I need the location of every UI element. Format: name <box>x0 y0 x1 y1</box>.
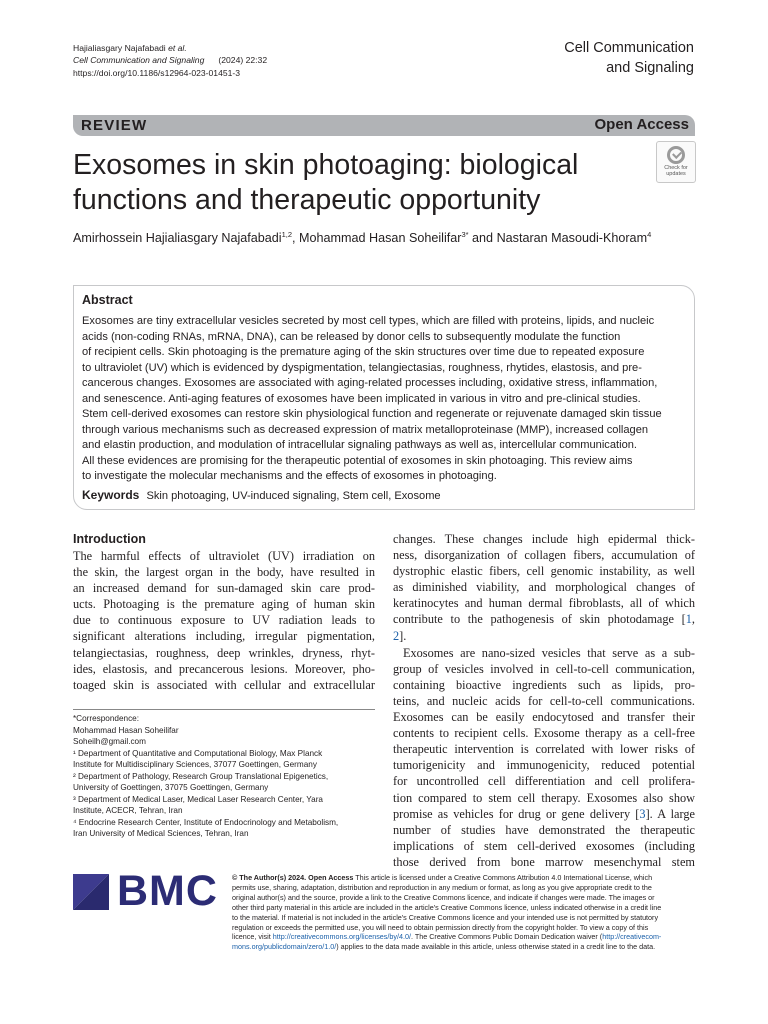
footnote-line: Institute, ACECR, Tehran, Iran <box>73 806 183 815</box>
section-heading-introduction: Introduction <box>73 532 146 546</box>
author-1-affiliation: 1,2 <box>281 230 293 239</box>
cc-zero-link[interactable]: http://creativecom- <box>602 932 662 942</box>
citation-link-2[interactable]: 2 <box>393 628 400 643</box>
footnote-line: University of Goettingen, 37075 Goettingen, Germany <box>73 783 269 792</box>
body-line <box>393 806 695 822</box>
license-line <box>232 942 695 952</box>
citation-separator: , <box>691 612 695 627</box>
author-1: Amirhossein Hajialiasgary Najafabadi <box>73 231 282 246</box>
body-line: due to continuous exposure to UV radiation leads to <box>73 613 375 628</box>
header-journal: Cell Communication and Signaling <box>73 55 205 66</box>
author-2: Mohammad Hasan Soheilifar <box>299 231 462 246</box>
body-column-left <box>73 532 375 693</box>
footnote-line: ¹ Department of Quantitative and Computational Biology, Max Planck <box>73 748 323 758</box>
citation-link-1[interactable]: 1 <box>685 612 692 627</box>
open-access-label: Open Access <box>594 116 689 133</box>
body-line <box>393 611 695 627</box>
footnote-divider <box>73 709 375 710</box>
abstract-line: acids (non-coding RNAs, mRNA, DNA), can be released by donor cells to subsequently modulate the function <box>82 330 621 343</box>
body-line: significant alterations including, irregular pigmentation, <box>73 629 375 644</box>
body-line: changes. These changes include high epidermal thick- <box>393 532 695 546</box>
license-text: licence, visit <box>232 932 273 942</box>
corresponding-email-link[interactable]: Soheilh@gmail.com <box>73 737 146 746</box>
abstract-line: through various mechanisms such as decreased expression of matrix metalloproteinase (MMP), increased collagen <box>82 423 649 436</box>
abstract-line: to investigate the molecular mechanisms and the effects of exosomes in photoaging. <box>82 470 497 482</box>
body-line: contents to recipient cells. Exosome therapy as a cell-free <box>393 726 695 741</box>
cc-by-license-link[interactable]: http://creativecommons.org/licenses/by/4.0/ <box>272 932 411 942</box>
license-text: ) applies to the data made available in this article, unless otherwise stated in a credit line to the data. <box>336 942 656 952</box>
body-line: therapeutic intervention is correlated with lower risks of <box>393 742 695 757</box>
abstract-line: to ultraviolet (UV) which is evidenced by dyspigmentation, telangiectasias, roughness, rhytides, elastosis, and pre- <box>82 361 642 374</box>
body-line: Exosomes are nano-sized vesicles that serve as a sub- <box>403 645 695 660</box>
license-line: to the material. If material is not included in the article's Creative Commons licence and your intended use is not permitted by statutory <box>232 912 659 922</box>
footnote-line: ⁴ Endocrine Research Center, Institute of Endocrinology and Metabolism, <box>73 817 339 827</box>
journal-name-line-1: Cell Communication <box>564 40 694 56</box>
abstract-line: cancerous changes. Exosomes are associated with aging-related processes including, oxidative stress, inflammation, <box>82 377 658 389</box>
body-line: dystrophic elastic fibers, cell genomic instability, as well <box>393 564 695 579</box>
footnote-line: *Correspondence: <box>73 714 139 723</box>
license-line: regulation or exceeds the permitted use, you will need to obtain permission directly from the copyright holder. To view a copy of this <box>232 922 649 932</box>
body-line: as diminished viability, and morphological changes of <box>393 580 695 595</box>
body-text-fragment: promise as vehicles for drug or gene delivery [ <box>393 806 640 821</box>
body-line: group of vesicles involved in cell-to-cell communication, <box>393 661 695 676</box>
journal-name-line-2: and Signaling <box>606 59 694 76</box>
footnote-line: ² Department of Pathology, Research Group Translational Epigenetics, <box>73 771 329 781</box>
bmc-logo <box>73 867 218 918</box>
footnote-line: Institute for Multidisciplinary Sciences, 37077 Goettingen, Germany <box>73 760 317 769</box>
license-line <box>232 932 695 942</box>
header-et-al: et al. <box>168 43 187 53</box>
body-line: number of studies have demonstrated the therapeutic <box>393 822 695 837</box>
body-line: tumorigenicity and immunogenicity, reduced potential <box>393 758 695 773</box>
footnote-line: Mohammad Hasan Soheilifar <box>73 725 179 735</box>
body-line: The harmful effects of ultraviolet (UV) irradiation on <box>73 549 375 563</box>
title-line-1: Exosomes in skin photoaging: biological <box>73 149 579 181</box>
body-line: for uncontrolled cell differentiation and cell prolifera- <box>393 774 695 789</box>
footnote-line: Iran University of Medical Sciences, Tehran, Iran <box>73 829 249 838</box>
title-line-2: functions and therapeutic opportunity <box>73 184 541 216</box>
abstract-line: and elastin production, and modulation of intracellular signaling pathways as well as, intercellular communication. <box>82 439 637 451</box>
intro-paragraph-1 <box>73 548 375 693</box>
header-doi-link[interactable]: https://doi.org/10.1186/s12964-023-01451-3 <box>73 67 241 78</box>
abstract-box <box>73 285 695 510</box>
abstract-line: and senescence. Anti-aging features of exosomes have been implicated in various in vitro and pre-clinical studies. <box>82 392 641 405</box>
abstract-heading: Abstract <box>82 293 133 307</box>
check-updates-label-2: updates <box>666 171 686 178</box>
license-notice <box>232 873 695 952</box>
bmc-logo-mark-icon <box>73 874 109 910</box>
abstract-line: Stem cell-derived exosomes can restore skin physiological function and regenerate or rejuvenate damaged skin tissue <box>82 408 662 420</box>
body-column-right <box>393 531 695 870</box>
check-updates-label-1: Check for <box>664 165 688 171</box>
body-line: telangiectasias, roughness, deep wrinkles, dryness, rhyt- <box>73 645 375 660</box>
copyright-text: © The Author(s) 2024. <box>232 873 307 882</box>
footnote-line: ³ Department of Medical Laser, Medical Laser Research Center, Yara <box>73 794 323 804</box>
body-line: those derived from bone marrow mesenchymal stem <box>393 854 695 869</box>
keywords-label: Keywords <box>82 488 140 502</box>
body-line: teins, and nucleic acids for cell-to-cell communications. <box>393 693 695 708</box>
author-3: Nastaran Masoudi-Khoram <box>496 231 648 246</box>
body-line: Exosomes can be easily endocytosed and transfer their <box>393 710 695 725</box>
license-text: . The Creative Commons Public Domain Dedication waiver ( <box>410 932 603 942</box>
body-line: ucts. Photoaging is the premature aging of human skin <box>73 597 375 612</box>
journal-name <box>564 39 694 78</box>
citation-link-3[interactable]: 3 <box>639 806 646 821</box>
author-separator-2: and <box>468 231 497 246</box>
license-line: permits use, sharing, adaptation, distribution and reproduction in any medium or format, as long as you give appropriate credit to the <box>232 882 652 892</box>
body-line: ness, disorganization of collagen fibers, accumulation of <box>393 548 695 563</box>
article-type-band <box>73 115 695 136</box>
author-list <box>73 230 651 245</box>
license-line: original author(s) and the source, provide a link to the Creative Commons licence, and indicate if changes were made. The images or <box>232 892 655 902</box>
body-line: keratinocytes and human dermal fibroblasts, all of which <box>393 596 695 611</box>
author-3-affiliation: 4 <box>647 230 652 239</box>
keywords-list: Skin photoaging, UV-induced signaling, Stem cell, Exosome <box>146 490 441 502</box>
abstract-line: All these evidences are promising for the therapeutic potential of exosomes in skin photoaging. This review aims <box>82 454 633 467</box>
footnotes <box>73 713 375 840</box>
abstract-text <box>82 314 682 485</box>
running-header <box>73 42 267 79</box>
body-line: ides, elastosis, and precancerous lesions. Moreover, pho- <box>73 661 375 676</box>
abstract-line: Exosomes are tiny extracellular vesicles secreted by most cell types, which are filled with proteins, lipids, and nucleic <box>82 315 655 327</box>
author-separator-1: , <box>292 231 300 246</box>
article-type-label: REVIEW <box>81 117 148 134</box>
body-line: an increased demand for sun-damaged skin care prod- <box>73 581 375 596</box>
license-line: other third party material in this article are included in the article's Creative Commons licence, unless indicated otherwise in a credit line <box>232 902 662 912</box>
body-line: the skin, the largest organ in the body, have resulted in <box>73 565 375 580</box>
check-updates-icon <box>667 146 685 164</box>
intro-paragraph-1-continued <box>393 531 695 644</box>
license-open-access: Open Access <box>308 873 354 882</box>
header-author: Hajialiasgary Najafabadi <box>73 43 166 53</box>
body-text-fragment: contribute to the pathogenesis of skin photodamage [ <box>393 612 686 627</box>
header-year-volume: (2024) 22:32 <box>218 55 268 66</box>
author-2-affiliation: 3* <box>461 230 469 239</box>
abstract-line: of recipient cells. Skin photoaging is the premature aging of the skin structures over time due to repeated exposure <box>82 346 645 358</box>
body-line <box>393 628 695 644</box>
license-text: This article is licensed under a Creative Commons Attribution 4.0 International License, which <box>353 873 653 882</box>
article-title <box>73 148 633 218</box>
bmc-logo-text: BMC <box>117 867 218 915</box>
license-line <box>232 873 695 883</box>
keywords <box>82 488 441 502</box>
check-for-updates-button[interactable] <box>656 141 696 183</box>
body-line: implications of stem cell-derived exosomes (including <box>393 838 695 853</box>
citation-close: ]. <box>399 628 407 643</box>
intro-paragraph-2 <box>393 645 695 870</box>
body-line: containing bioactive ingredients such as lipids, pro- <box>393 677 695 692</box>
cc-zero-link-continued[interactable]: mons.org/publicdomain/zero/1.0/ <box>232 942 337 952</box>
body-line: tion compared to stem cell therapy. Exosomes also show <box>393 790 695 805</box>
body-text-fragment: ]. A large <box>645 806 695 821</box>
body-line: toaged skin is associated with cellular and extracellular <box>73 677 375 692</box>
